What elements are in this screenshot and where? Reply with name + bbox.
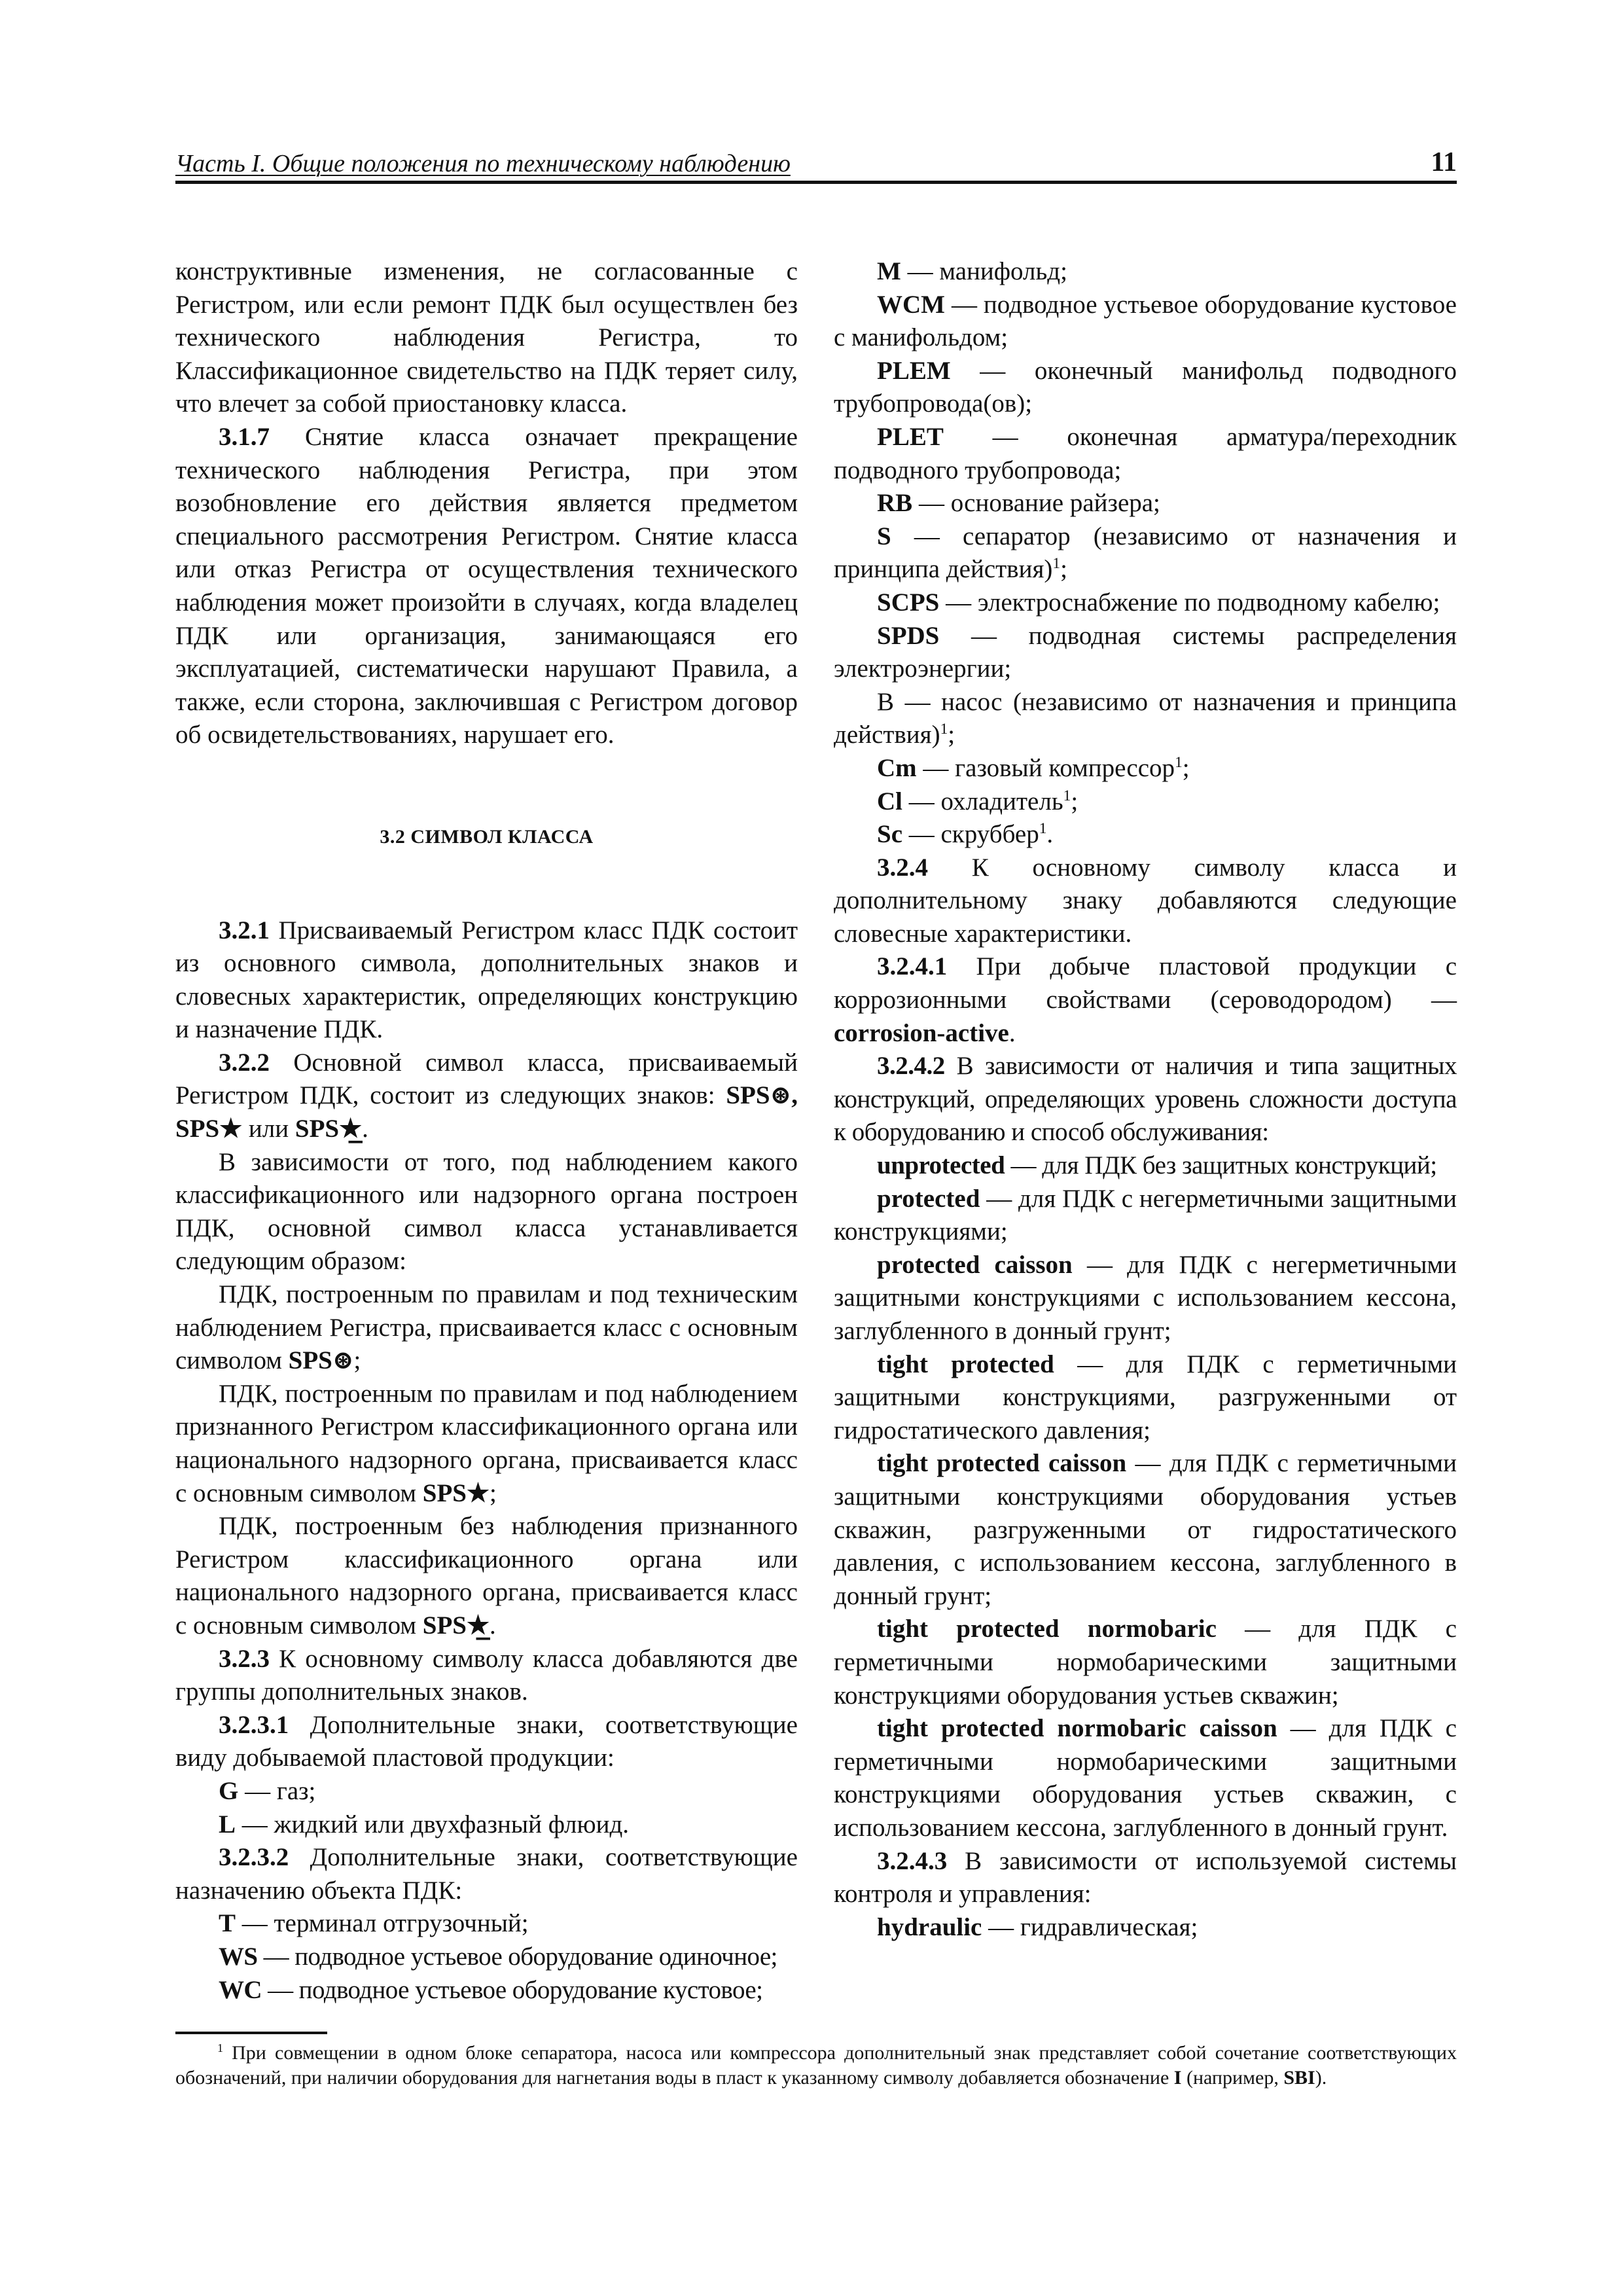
paragraph: В зависимости от того, под наблюдением какого классификационного или надзорного органа построен ПДК, основной символ класса устанавливается следующим образом: [175, 1147, 798, 1276]
right-column [834, 255, 1457, 1944]
clause-3-2-4-1: 3.2.4.1 При добыче пластовой продукции с коррозионными свойствами (сероводородом) — corrosion-active. [834, 952, 1457, 1047]
paragraph: ПДК, построенным по правилам и под техническим наблюдением Регистра, присваивается класс с основным символом SPS⊛; [175, 1280, 798, 1375]
section-heading: 3.2 СИМВОЛ КЛАССА [380, 825, 594, 848]
list-item: protected — для ПДК с негерметичными защитными конструкциями; [834, 1184, 1457, 1246]
list-item: L — жидкий или двухфазный флюид. [219, 1810, 630, 1839]
footnote-divider [175, 2032, 327, 2034]
footnote-mark: 1 [217, 2041, 223, 2054]
footnote-ref: 1 [1175, 753, 1183, 771]
list-item: SCPS — электроснабжение по подводному кабелю; [877, 588, 1440, 617]
clause-3-2-4-3: 3.2.4.3 В зависимости от используемой системы контроля и управления: [834, 1846, 1457, 1909]
list-item: SPDS — подводная системы распределения электроэнергии; [834, 621, 1457, 683]
class-symbol: SPS★̲ [422, 1611, 490, 1640]
paragraph: ПДК, построенным без наблюдения признанного Регистром классификационного органа или национального надзорного органа, присваивается класс с основным символом SPS★̲. [175, 1512, 798, 1640]
clause-3-2-1: 3.2.1 Присваиваемый Регистром класс ПДК состоит из основного символа, дополнительных знаков и словесных характеристик, определяющих конструкцию и назначение ПДК. [175, 916, 798, 1044]
list-item: tight protected — для ПДК с герметичными защитными конструкциями, разгруженными от гидростатического давления; [834, 1350, 1457, 1444]
clause-3-2-4: 3.2.4 К основному символу класса и дополнительному знаку добавляются следующие словесные характеристики. [834, 853, 1457, 948]
page-number: 11 [1431, 147, 1457, 177]
list-item: Cl — охладитель$^1$; [877, 787, 1079, 816]
paragraph: ПДК, построенным по правилам и под наблюдением признанного Регистром классификационного органа или национального надзорного органа, присваивается класс с основным символом SPS★; [175, 1379, 798, 1507]
running-header [175, 144, 1457, 184]
list-item: WC — подводное устьевое оборудование кустовое; [219, 1975, 763, 2004]
list-item: S — сепаратор (независимо от назначения и принципа действия)$^1$; [834, 522, 1457, 584]
left-column [175, 255, 798, 2007]
list-item: G — газ; [219, 1776, 316, 1805]
list-item: tight protected caisson — для ПДК с герметичными защитными конструкциями оборудования устьев скважин, разгруженными от гидростатического давления, с использованием кессона, заглубленного в донный грунт; [834, 1449, 1457, 1610]
list-item: protected caisson — для ПДК с негерметичными защитными конструкциями с использованием кессона, заглубленного в донный грунт; [834, 1250, 1457, 1345]
clause-3-2-4-2: 3.2.4.2 В зависимости от наличия и типа защитных конструкций, определяющих уровень сложности доступа к оборудованию и способ обслуживания: [834, 1052, 1457, 1147]
list-item: tight protected normobaric caisson — для ПДК с герметичными нормобарическими защитными конструкциями оборудования устьев скважин, с использованием кессона, заглубленного в донный грунт. [834, 1714, 1457, 1842]
list-item: T — терминал отгрузочный; [219, 1909, 529, 1938]
list-item: RB — основание райзера; [877, 489, 1160, 518]
class-symbol: SPS★ [175, 1115, 243, 1143]
class-symbol: SPS⊛ [726, 1081, 792, 1110]
list-item: PLET — оконечная арматура/переходник подводного трубопровода; [834, 422, 1457, 484]
footnote-ref: 1 [1063, 787, 1071, 804]
list-item: Sc — скруббер$^1$. [877, 820, 1054, 849]
class-symbol: SPS⊛ [288, 1346, 354, 1375]
list-item: PLEM — оконечный манифольд подводного трубопровода(ов); [834, 356, 1457, 418]
list-item: WS — подводное устьевое оборудование одиночное; [219, 1942, 777, 1971]
footnote-ref: 1 [940, 721, 948, 738]
clause-3-2-2: 3.2.2 Основной символ класса, присваиваемый Регистром ПДК, состоит из следующих знаков: SPS⊛, SPS★ или SPS★̲. [175, 1048, 798, 1143]
list-item: unprotected — для ПДК без защитных конструкций; [877, 1151, 1437, 1180]
clause-3-2-3-2: 3.2.3.2 Дополнительные знаки, соответствующие назначению объекта ПДК: [175, 1843, 798, 1905]
footnote-ref: 1 [1039, 820, 1047, 838]
list-item: M — манифольд; [877, 257, 1067, 285]
list-item: hydraulic — гидравлическая; [877, 1912, 1198, 1941]
list-item: WCM — подводное устьевое оборудование кустовое с манифольдом; [834, 290, 1457, 352]
header-title: Часть I. Общие положения по техническому наблюдению [175, 150, 791, 177]
list-item: B — насос (независимо от назначения и принципа действия)$^1$; [834, 687, 1457, 749]
class-symbol: SPS★̲ [294, 1115, 363, 1143]
paragraph: конструктивные изменения, не согласованные с Регистром, или если ремонт ПДК был осуществлен без технического наблюдения Регистра, то Классификационное свидетельство на ПДК теряет силу, что влечет за собой приостановку класса. [175, 257, 798, 418]
clause-3-2-3-1: 3.2.3.1 Дополнительные знаки, соответствующие виду добываемой пластовой продукции: [175, 1710, 798, 1772]
clause-3-1-7: 3.1.7 Снятие класса означает прекращение технического наблюдения Регистра, при этом возобновление его действия является предметом специального рассмотрения Регистром. Снятие класса или отказ Регистра от осуществления технического наблюдения может произойти в случаях, когда владелец ПДК или организация, занимающаяся его эксплуатацией, систематически нарушают Правила, а также, если сторона, заключившая с Регистром договор об освидетельствованиях, нарушает его. [175, 422, 798, 749]
clause-3-2-3: 3.2.3 К основному символу класса добавляются две группы дополнительных знаков. [175, 1644, 798, 1706]
class-symbol: SPS★ [422, 1479, 490, 1507]
footnote: $^1$ При совмещении в одном блоке сепаратора, насоса или компрессора дополнительный знак представляет собой сочетание соответствующих обозначений, при наличии оборудования для нагнетания воды в пласт к указанному символу добавляется обозначение I (например, SBI). [175, 2041, 1457, 2089]
list-item: Cm — газовый компрессор$^1$; [877, 753, 1190, 782]
footnote-ref: 1 [1052, 555, 1061, 573]
list-item: tight protected normobaric — для ПДК с герметичными нормобарическими защитными конструкциями оборудования устьев скважин; [834, 1615, 1457, 1710]
